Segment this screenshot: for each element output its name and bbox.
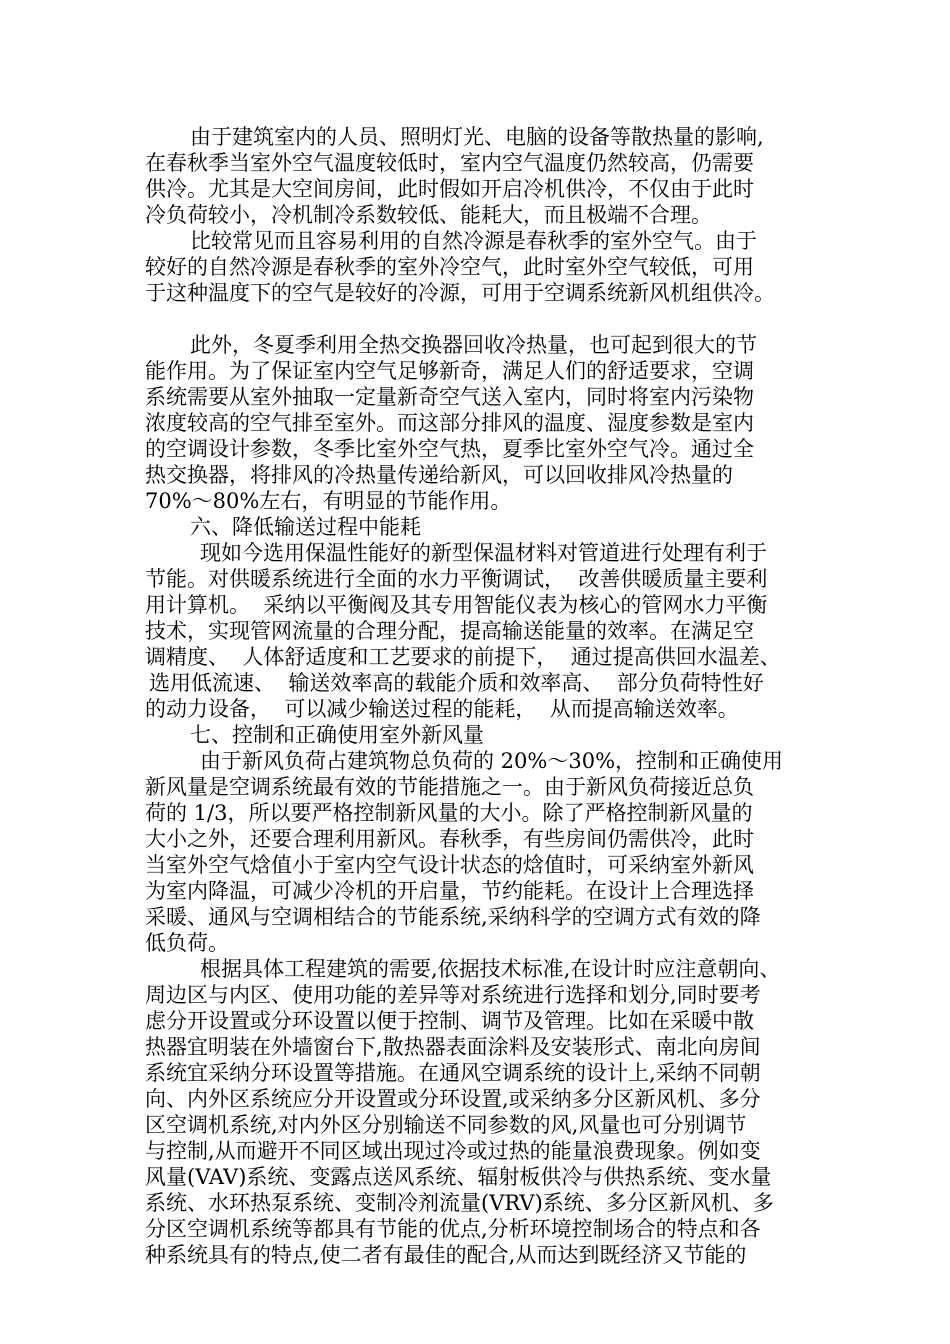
text-line-19: 技术，实现管网流量的合理分配，提高输送能量的效率。在满足空 xyxy=(145,619,754,643)
text-line-33: 周边区与内区、使用功能的差异等对系统进行选择和划分,同时要考 xyxy=(145,983,761,1007)
text-line-10: 系统需要从室外抽取一定量新奇空气送入室内，同时将室内污染物 xyxy=(145,385,754,409)
text-line-38: 区空调机系统,对内外区分别输送不同参数的风,风量也可分别调节 xyxy=(145,1113,747,1137)
text-line-18: 用计算机。 采纳以平衡阀及其专用智能仪表为核心的管网水力平衡 xyxy=(145,593,768,617)
text-line-12: 的空调设计参数，冬季比室外空气热，夏季比室外空气冷。通过全 xyxy=(145,437,754,461)
text-line-6: 较好的自然冷源是春秋季的室外冷空气，此时室外空气较低，可用 xyxy=(145,255,754,279)
section-heading-6: 六、降低输送过程中能耗 xyxy=(190,515,421,539)
text-line-20: 调精度、 人体舒适度和工艺要求的前提下， 通过提高供回水温差、 xyxy=(145,645,781,669)
text-line-22: 的动力设备， 可以减少输送过程的能耗， 从而提高输送效率。 xyxy=(145,697,739,721)
section-heading-7: 七、控制和正确使用室外新风量 xyxy=(190,723,484,747)
text-line-37: 向、内外区系统应分开设置或分环设置,或采纳多分区新风机、多分 xyxy=(145,1087,761,1111)
text-line-41: 系统、水环热泵系统、变制冷剂流量(VRV)系统、多分区新风机、多 xyxy=(145,1191,774,1215)
text-line-39: 与控制,从而避开不同区域出现过冷或过热的能量浪费现象。例如变 xyxy=(145,1139,761,1163)
text-line-21: 选用低流速、 输送效率高的载能介质和效率高、 部分负荷特性好 xyxy=(149,671,764,695)
text-line-42: 分区空调机系统等都具有节能的优点,分析环境控制场合的特点和各 xyxy=(145,1217,761,1241)
text-line-11: 浓度较高的空气排至室外。而这部分排风的温度、湿度参数是室内 xyxy=(145,411,754,435)
text-line-9: 能作用。为了保证室内空气足够新奇，满足人们的舒适要求，空调 xyxy=(145,359,754,383)
text-line-13: 热交换器，将排风的冷热量传递给新风，可以回收排风冷热量的 xyxy=(145,463,733,487)
text-line-27: 大小之外，还要合理利用新风。春秋季，有些房间仍需供冷，此时 xyxy=(145,827,754,851)
text-line-36: 系统宜采纳分环设置等措施。在通风空调系统的设计上,采纳不同朝 xyxy=(145,1061,761,1085)
text-line-3: 供冷。尤其是大空间房间，此时假如开启冷机供冷，不仅由于此时 xyxy=(145,177,754,201)
text-line-5: 比较常见而且容易利用的自然冷源是春秋季的室外空气。由于 xyxy=(190,229,757,253)
text-line-31: 低负荷。 xyxy=(145,931,229,955)
text-line-16: 现如今选用保温性能好的新型保温材料对管道进行处理有利于 xyxy=(200,541,767,565)
text-line-34: 虑分开设置或分环设置以便于控制、调节及管理。比如在采暖中散 xyxy=(145,1009,754,1033)
text-line-24: 由于新风负荷占建筑物总负荷的 20%～30%，控制和正确使用 xyxy=(200,749,784,773)
text-line-7: 于这种温度下的空气是较好的冷源，可用于空调系统新风机组供冷。 xyxy=(145,281,775,305)
text-line-17: 节能。对供暖系统进行全面的水力平衡调试， 改善供暖质量主要利 xyxy=(145,567,768,591)
text-line-25: 新风量是空调系统最有效的节能措施之一。由于新风负荷接近总负 xyxy=(145,775,754,799)
text-line-29: 为室内降温，可减少冷机的开启量，节约能耗。在设计上合理选择 xyxy=(145,879,754,903)
text-line-32: 根据具体工程建筑的需要,依据技术标准,在设计时应注意朝向、 xyxy=(200,957,781,981)
text-line-28: 当室外空气焓值小于室内空气设计状态的焓值时，可采纳室外新风 xyxy=(145,853,754,877)
text-line-2: 在春秋季当室外空气温度较低时，室内空气温度仍然较高，仍需要 xyxy=(145,151,754,175)
text-line-40: 风量(VAV)系统、变露点送风系统、辐射板供冷与供热系统、变水量 xyxy=(145,1165,772,1189)
text-line-8: 此外，冬夏季利用全热交换器回收冷热量，也可起到很大的节 xyxy=(190,333,757,357)
text-line-14: 70%～80%左右，有明显的节能作用。 xyxy=(145,489,512,513)
text-line-43: 种系统具有的特点,使二者有最佳的配合,从而达到既经济又节能的 xyxy=(145,1243,747,1267)
text-line-1: 由于建筑室内的人员、照明灯光、电脑的设备等散热量的影响, xyxy=(190,125,764,149)
text-line-30: 采暖、通风与空调相结合的节能系统,采纳科学的空调方式有效的降 xyxy=(145,905,761,929)
text-line-4: 冷负荷较小，冷机制冷系数较低、能耗大，而且极端不合理。 xyxy=(145,203,712,227)
text-line-35: 热器宜明装在外墙窗台下,散热器表面涂料及安装形式、南北向房间 xyxy=(145,1035,761,1059)
text-line-26: 荷的 1/3，所以要严格控制新风量的大小。除了严格控制新风量的 xyxy=(145,801,753,825)
